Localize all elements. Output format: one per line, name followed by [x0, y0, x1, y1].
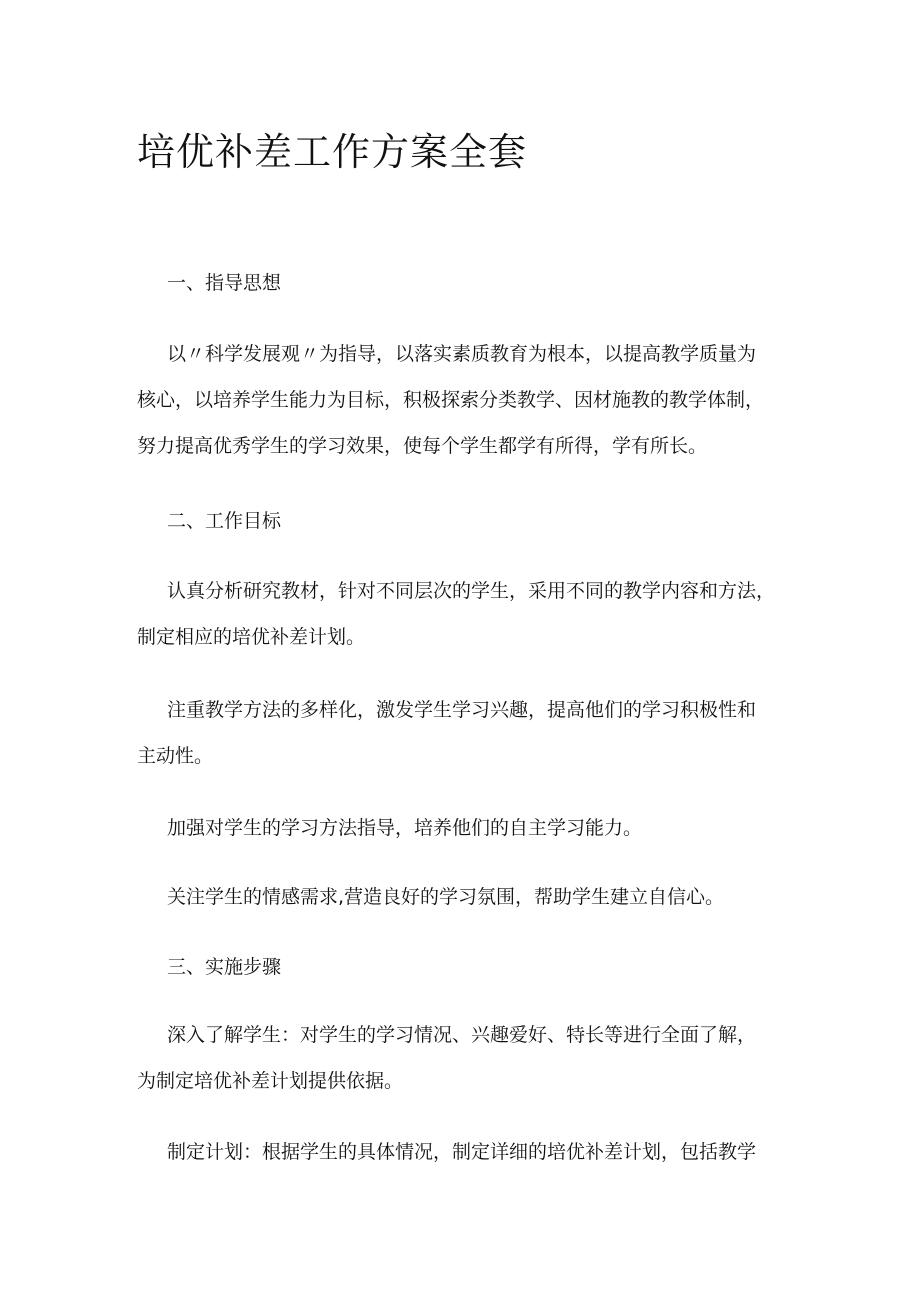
paragraph-line: 主动性。 — [137, 745, 214, 767]
paragraph-line: 为制定培优补差计划提供依据。 — [137, 1070, 404, 1092]
paragraph-line: 深入了解学生：对学生的学习情况、兴趣爱好、特长等进行全面了解， — [167, 1024, 757, 1046]
paragraph-line: 关注学生的情感需求,营造良好的学习氛围，帮助学生建立自信心。 — [167, 886, 725, 908]
section-heading: 一、指导思想 — [167, 272, 282, 294]
paragraph-line: 注重教学方法的多样化，激发学生学习兴趣，提高他们的学习积极性和 — [167, 699, 757, 721]
paragraph-line: 制定相应的培优补差计划。 — [137, 626, 366, 648]
document-title: 培优补差工作方案全套 — [137, 130, 528, 174]
paragraph-line: 认真分析研究教材，针对不同层次的学生，采用不同的教学内容和方法， — [167, 580, 776, 602]
paragraph-line: 制定计划：根据学生的具体情况，制定详细的培优补差计划，包括教学 — [167, 1141, 757, 1163]
section-heading: 二、工作目标 — [167, 510, 282, 532]
paragraph-line: 努力提高优秀学生的学习效果，使每个学生都学有所得，学有所长。 — [137, 435, 708, 457]
paragraph-line: 以〃科学发展观〃为指导，以落实素质教育为根本，以提高教学质量为 — [167, 343, 757, 365]
paragraph-line: 核心，以培养学生能力为目标，积极探索分类教学、因材施教的教学体制， — [137, 389, 765, 411]
paragraph-line: 加强对学生的学习方法指导，培养他们的自主学习能力。 — [167, 817, 643, 839]
section-heading: 三、实施步骤 — [167, 956, 282, 978]
